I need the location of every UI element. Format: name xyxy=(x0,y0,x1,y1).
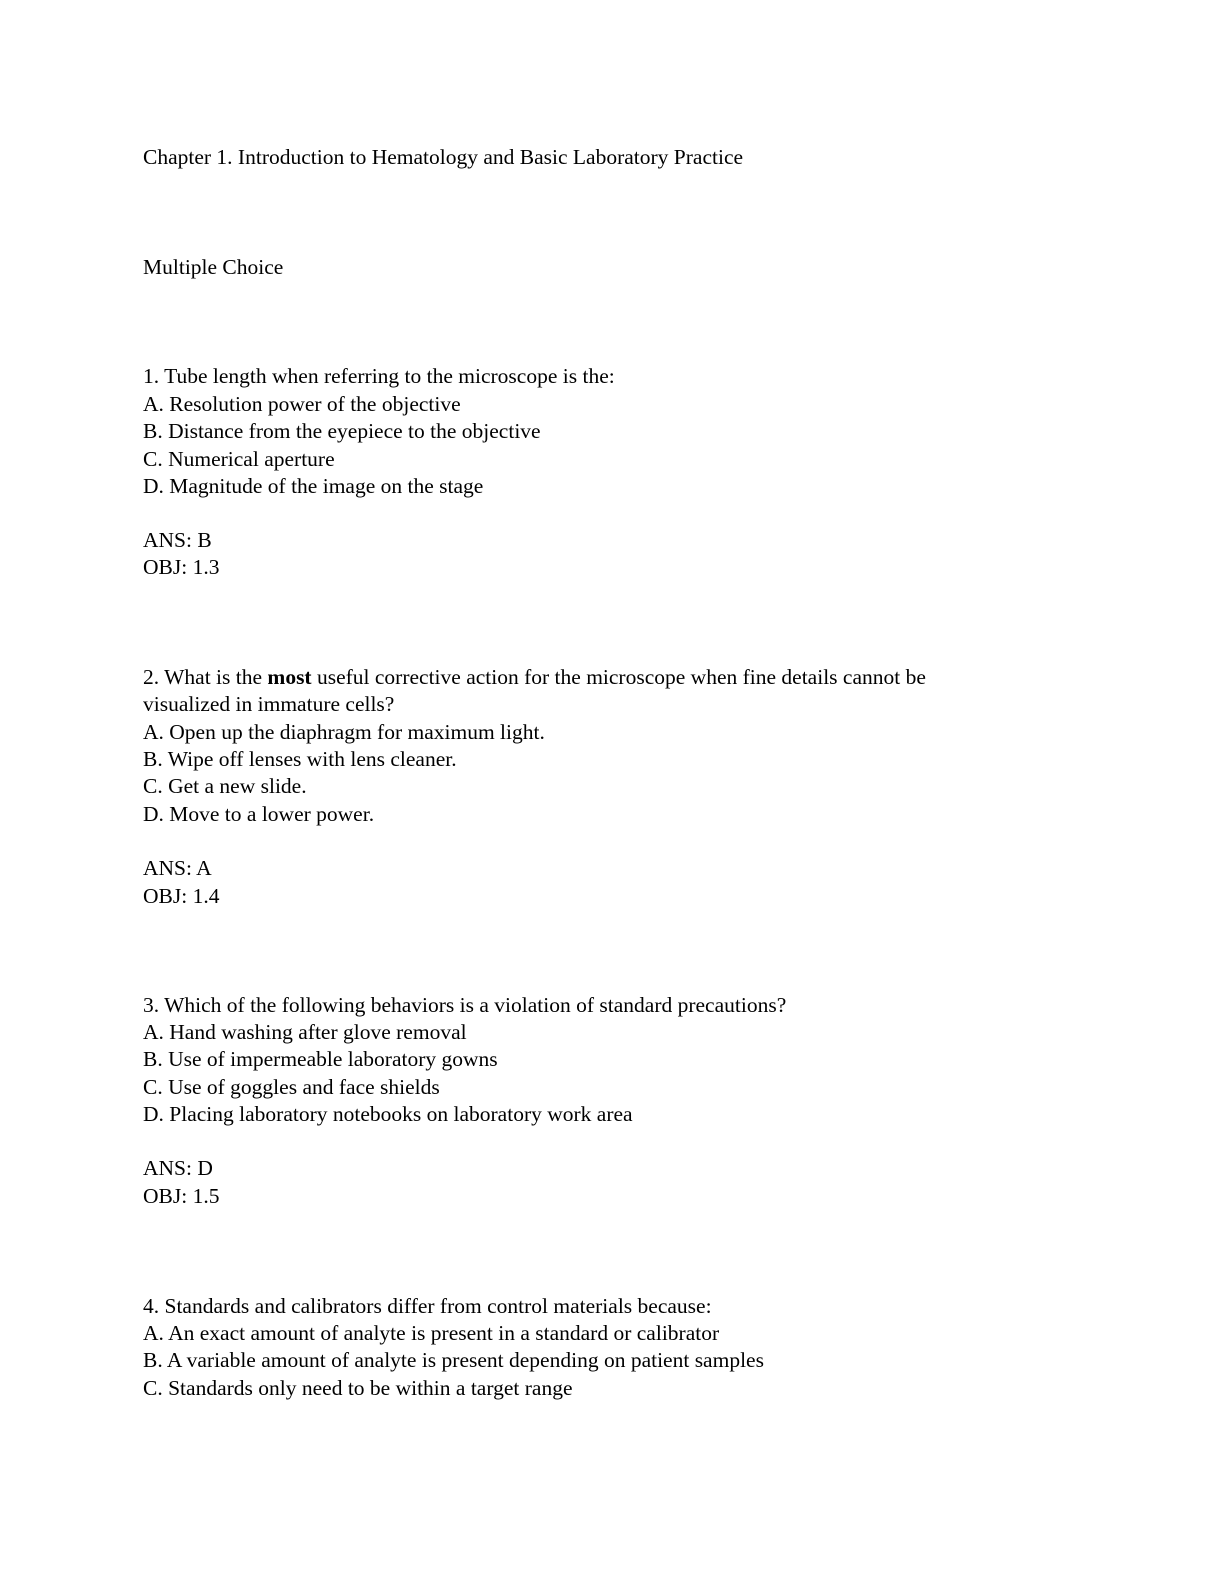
stem-text: useful corrective action for the microscope when fine details cannot be xyxy=(311,665,926,689)
answer-key: ANS: B xyxy=(143,528,212,552)
objective-ref: OBJ: 1.4 xyxy=(143,884,220,908)
option-c: C. Numerical aperture xyxy=(143,447,335,471)
objective-ref: OBJ: 1.5 xyxy=(143,1184,220,1208)
question-stem: 4. Standards and calibrators differ from control materials because: xyxy=(143,1294,712,1318)
option-c: C. Get a new slide. xyxy=(143,774,307,798)
question-stem xyxy=(143,667,926,689)
option-b: B. Use of impermeable laboratory gowns xyxy=(143,1047,498,1071)
option-b: B. A variable amount of analyte is present depending on patient samples xyxy=(143,1348,764,1372)
option-c: C. Use of goggles and face shields xyxy=(143,1075,440,1099)
question-stem-continued: visualized in immature cells? xyxy=(143,692,395,716)
answer-key: ANS: A xyxy=(143,856,212,880)
option-d: D. Placing laboratory notebooks on laboratory work area xyxy=(143,1102,633,1126)
section-title: Multiple Choice xyxy=(143,255,284,279)
question-stem: 3. Which of the following behaviors is a violation of standard precautions? xyxy=(143,993,787,1017)
chapter-title: Chapter 1. Introduction to Hematology and Basic Laboratory Practice xyxy=(143,145,744,169)
stem-text: 2. What is the xyxy=(143,665,268,689)
option-d: D. Move to a lower power. xyxy=(143,802,375,826)
objective-ref: OBJ: 1.3 xyxy=(143,555,220,579)
option-c: C. Standards only need to be within a target range xyxy=(143,1376,573,1400)
option-a: A. Hand washing after glove removal xyxy=(143,1020,467,1044)
answer-key: ANS: D xyxy=(143,1156,213,1180)
option-b: B. Wipe off lenses with lens cleaner. xyxy=(143,747,457,771)
question-stem: 1. Tube length when referring to the microscope is the: xyxy=(143,364,615,388)
option-b: B. Distance from the eyepiece to the objective xyxy=(143,419,541,443)
stem-emphasis: most xyxy=(267,665,312,689)
option-d: D. Magnitude of the image on the stage xyxy=(143,474,484,498)
option-a: A. An exact amount of analyte is present in a standard or calibrator xyxy=(143,1321,720,1345)
option-a: A. Open up the diaphragm for maximum light. xyxy=(143,720,545,744)
option-a: A. Resolution power of the objective xyxy=(143,392,461,416)
